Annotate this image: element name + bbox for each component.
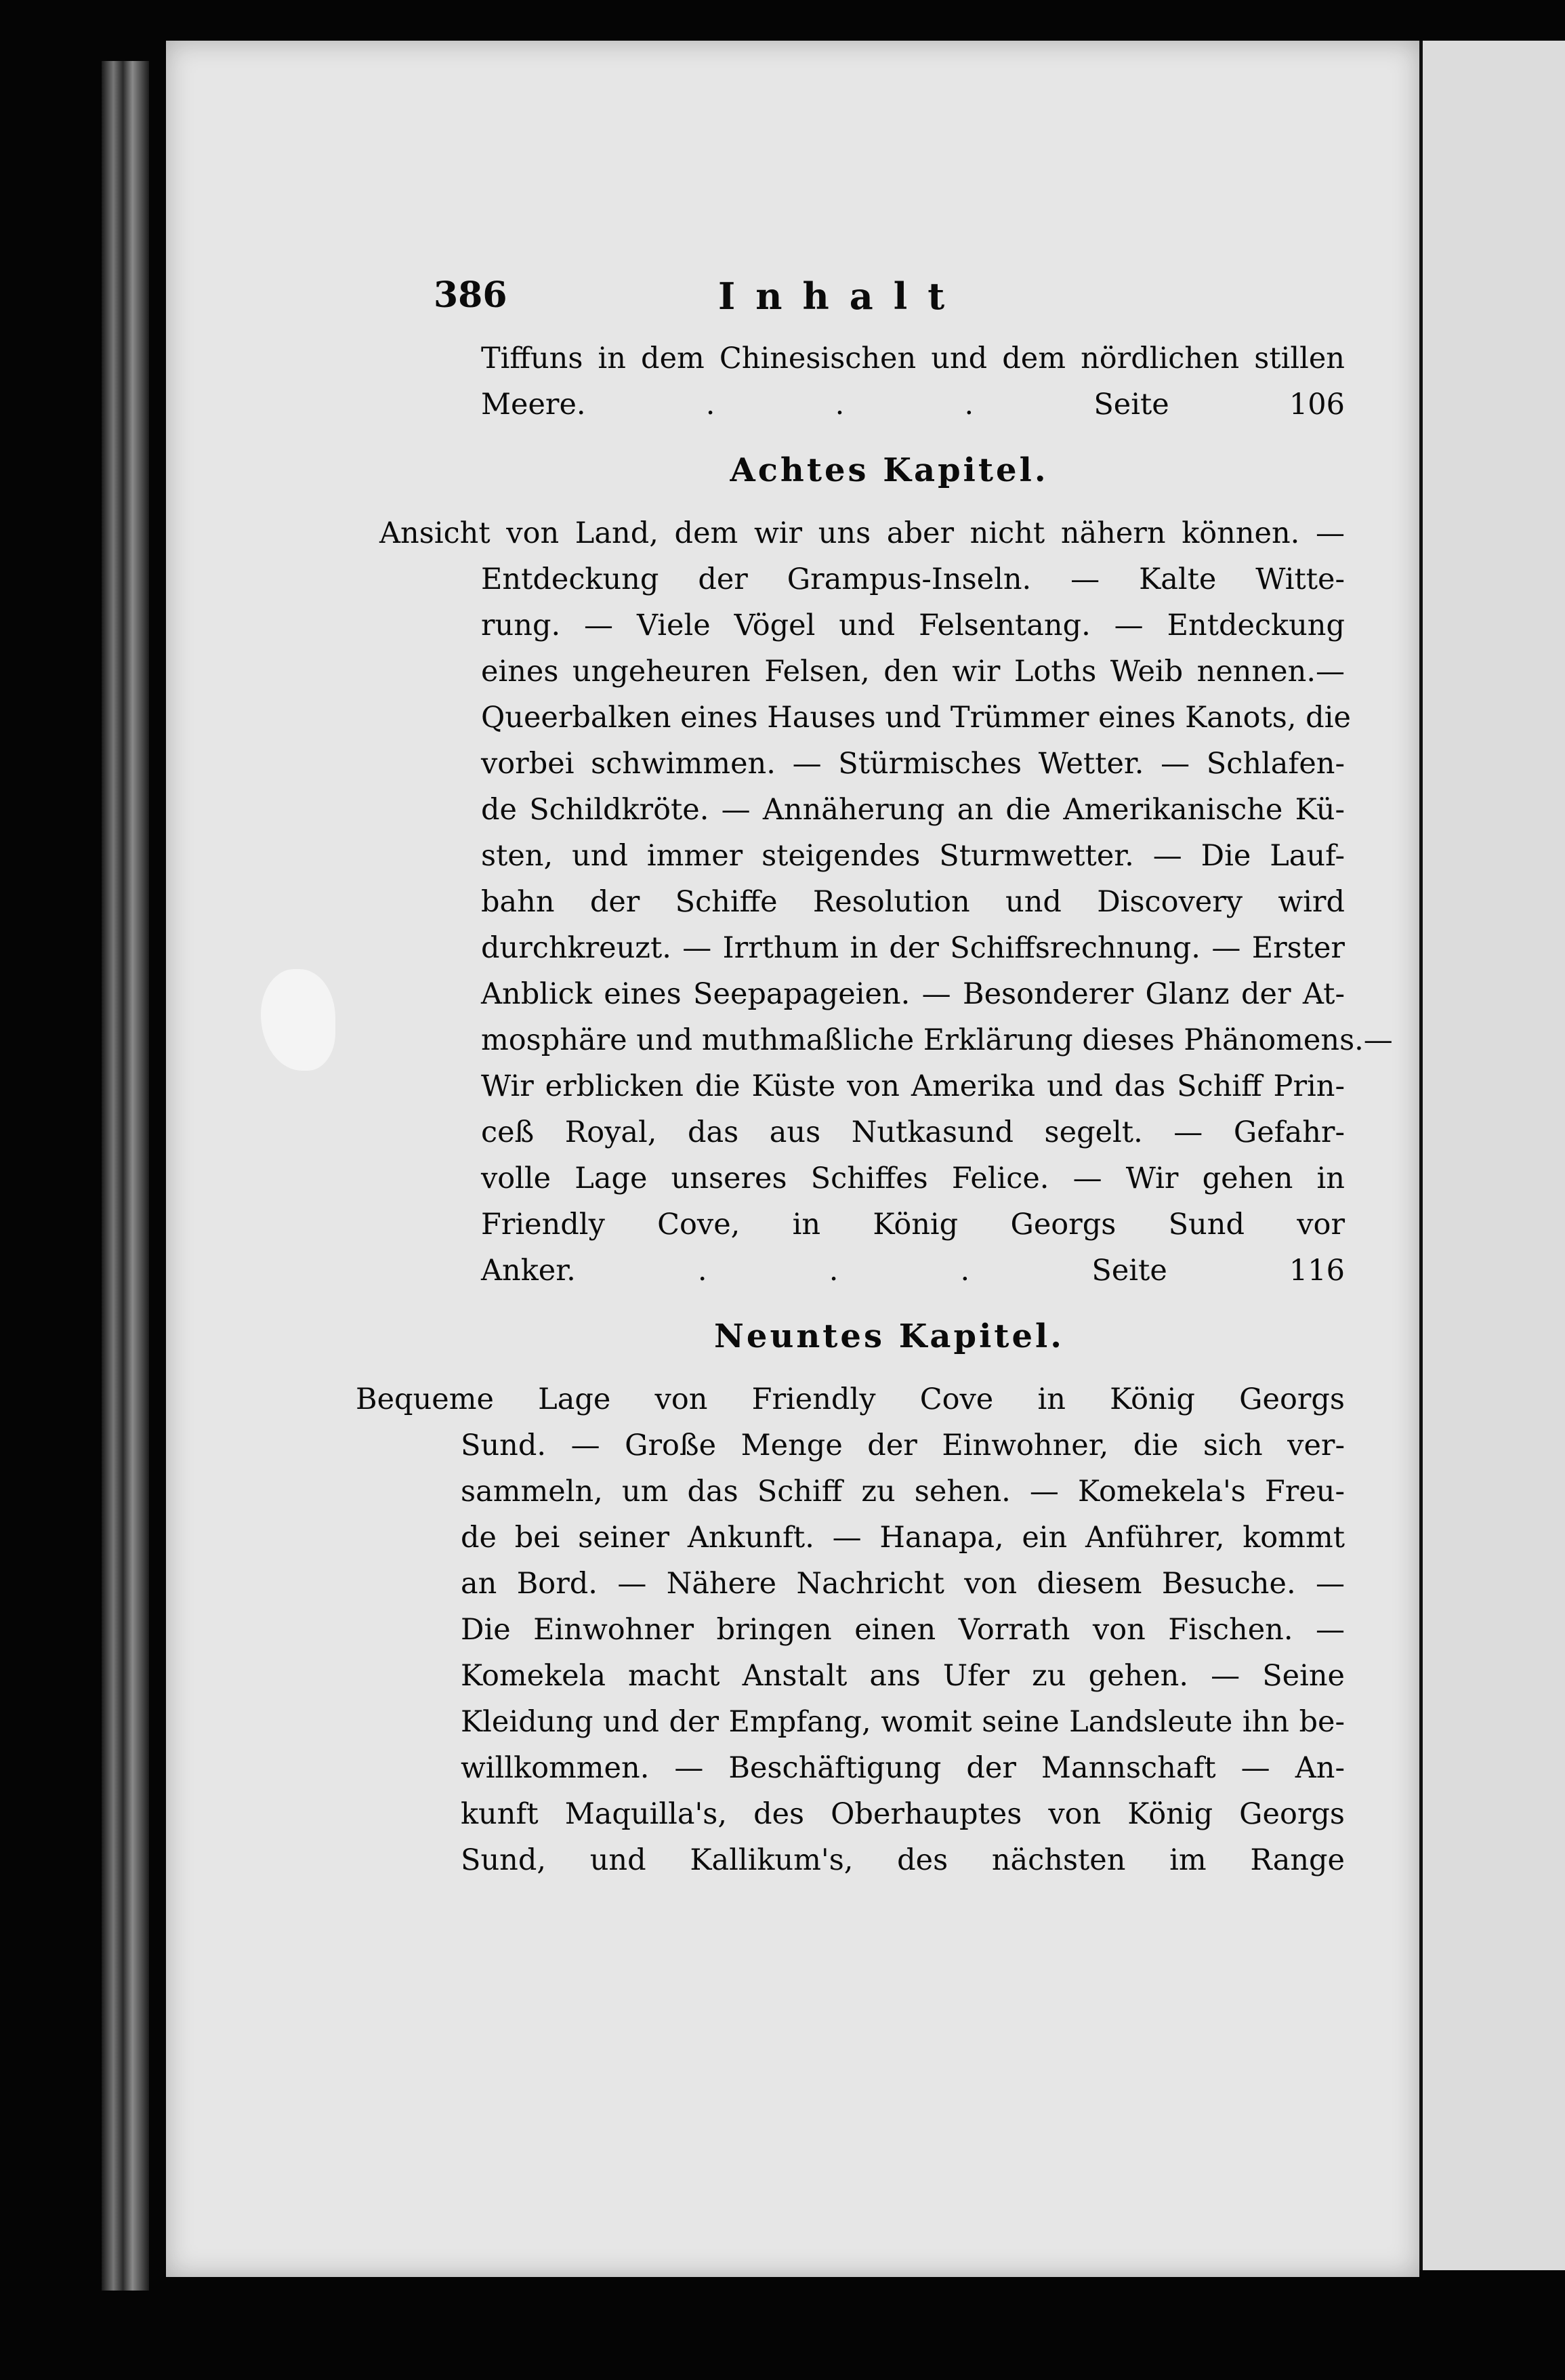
text-line: Sund. — Große Menge der Einwohner, die sich ver-	[461, 1429, 1345, 1462]
chapter-summary	[356, 1376, 1345, 1883]
text-line: bahn der Schiffe Resolution und Discovery wird	[481, 885, 1345, 919]
text-line: sten, und immer steigendes Sturmwetter. — Die Lauf-	[481, 839, 1345, 873]
text-line: Friendly Cove, in König Georgs Sund vor	[481, 1208, 1345, 1242]
text-line: Tiffuns in dem Chinesischen und dem nördlichen stillen	[481, 342, 1345, 375]
text-line: volle Lage unseres Schiffes Felice. — Wir gehen in	[481, 1162, 1345, 1195]
text-line: rung. — Viele Vögel und Felsentang. — Entdeckung	[481, 609, 1345, 642]
text-line: kunft Maquilla's, des Oberhauptes von König Georgs	[461, 1797, 1345, 1831]
text-line: Anblick eines Seepapageien. — Besonderer Glanz der At-	[481, 977, 1345, 1011]
text-line: Bequeme Lage von Friendly Cove in König Georgs	[356, 1382, 1345, 1416]
text-line: Kleidung und der Empfang, womit seine Landsleute ihn be-	[461, 1705, 1345, 1739]
text-line: Wir erblicken die Küste von Amerika und das Schiff Prin-	[481, 1069, 1345, 1103]
facing-page-edge	[1421, 41, 1565, 2270]
intro-entry	[434, 335, 1345, 428]
text-line: Entdeckung der Grampus-Inseln. — Kalte Witte-	[481, 562, 1345, 596]
text-line: Sund, und Kallikum's, des nächsten im Range	[461, 1843, 1345, 1877]
text-line: Anker. . . . Seite 116	[481, 1254, 1345, 1288]
chapter-heading: Achtes Kapitel.	[730, 451, 1049, 489]
text-line: sammeln, um das Schiff zu sehen. — Komekela's Freu-	[461, 1475, 1345, 1509]
text-line: de bei seiner Ankunft. — Hanapa, ein Anführer, kommt	[461, 1521, 1345, 1555]
text-line: willkommen. — Beschäftigung der Mannschaft — An-	[461, 1751, 1345, 1785]
paper-tear	[261, 969, 335, 1071]
text-line: eines ungeheuren Felsen, den wir Loths Weib nennen.—	[481, 655, 1345, 689]
text-line: Ansicht von Land, dem wir uns aber nicht nähern können. —	[379, 516, 1345, 550]
chapter-summary	[379, 510, 1393, 1294]
text-line: Meere. . . . Seite 106	[481, 388, 1345, 422]
text-line: Die Einwohner bringen einen Vorrath von Fischen. —	[461, 1613, 1345, 1647]
page-number: 386	[434, 274, 507, 316]
text-line: vorbei schwimmen. — Stürmisches Wetter. — Schlafen-	[481, 747, 1345, 781]
text-line: an Bord. — Nähere Nachricht von diesem Besuche. —	[461, 1567, 1345, 1601]
page-header	[434, 268, 1345, 335]
chapter-heading: Neuntes Kapitel.	[714, 1317, 1064, 1355]
text-line: Komekela macht Anstalt ans Ufer zu gehen. — Seine	[461, 1659, 1345, 1693]
page-stack-edge	[102, 61, 149, 2291]
text-line: de Schildkröte. — Annäherung an die Amerikanische Kü-	[481, 793, 1345, 827]
text-line: ceß Royal, das aus Nutkasund segelt. — Gefahr-	[481, 1115, 1345, 1149]
page-text	[356, 268, 1393, 1883]
text-line: durchkreuzt. — Irrthum in der Schiffsrechnung. — Erster	[481, 931, 1345, 965]
text-line: mosphäre und muthmaßliche Erklärung dieses Phänomens.—	[481, 1023, 1393, 1057]
running-head: Inhalt	[718, 274, 965, 318]
text-line: Queerbalken eines Hauses und Trümmer eines Kanots, die	[481, 701, 1351, 735]
